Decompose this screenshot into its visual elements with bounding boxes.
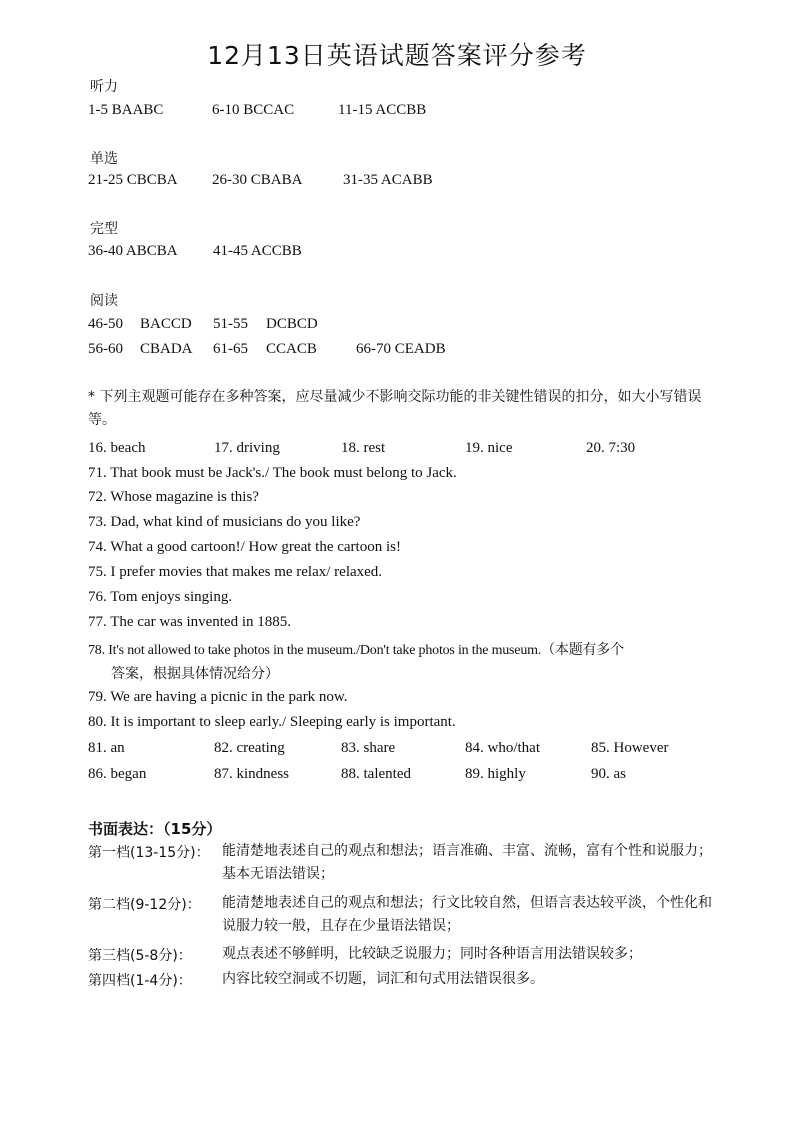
- sentence-answer: 78. It's not allowed to take photos in the museum./Don't take photos in the museum.（本题有多个: [88, 643, 624, 658]
- answer-range: 56-60: [88, 341, 123, 357]
- fill-answer: 17. driving: [214, 440, 280, 456]
- fill-answer: 16. beach: [88, 440, 146, 456]
- level-description: 能清楚地表述自己的观点和想法；语言准确、丰富、流畅，富有个性和说服力；基本无语法错误；: [222, 843, 712, 882]
- sentence-answer: 80. It is important to sleep early./ Sleeping early is important.: [88, 714, 456, 730]
- answer-keys: CCACB: [266, 341, 317, 357]
- fill-answer: 89. highly: [465, 766, 526, 782]
- level-description: 能清楚地表述自己的观点和想法；行文比较自然，但语言表达较平淡，个性化和说服力较一般，且存在少量语法错误；: [222, 895, 712, 934]
- answer-group: 21-25 CBCBA: [88, 172, 178, 188]
- fill-answer: 86. began: [88, 766, 147, 782]
- fill-answer: 18. rest: [341, 440, 386, 456]
- sentence-answer: 71. That book must be Jack's./ The book must belong to Jack.: [88, 465, 457, 481]
- fill-answer: 84. who/that: [465, 740, 540, 756]
- level-label: 第一档(13-15分)：: [88, 845, 210, 861]
- level-label: 第三档(5-8分)：: [88, 948, 192, 964]
- answer-keys: DCBCD: [266, 316, 318, 332]
- answer-group: 1-5 BAABC: [88, 102, 164, 118]
- answer-range: 61-65: [213, 341, 248, 357]
- level-description: 内容比较空洞或不切题，词汇和句式用法错误很多。: [222, 971, 544, 987]
- fill-answer: 20. 7:30: [586, 440, 636, 456]
- section-heading-reading: 阅读: [90, 293, 118, 309]
- answer-group: 26-30 CBABA: [212, 172, 303, 188]
- section-heading-listening: 听力: [90, 79, 118, 95]
- fill-answer: 81. an: [88, 740, 125, 756]
- sentence-answer: 75. I prefer movies that makes me relax/ relaxed.: [88, 564, 383, 580]
- answer-group: 11-15 ACCBB: [338, 102, 427, 118]
- fill-answer: 82. creating: [214, 740, 285, 756]
- section-heading-cloze: 完型: [90, 221, 118, 237]
- sentence-answer: 77. The car was invented in 1885.: [88, 614, 292, 630]
- fill-answer: 83. share: [341, 740, 396, 756]
- fill-answer: 19. nice: [465, 440, 513, 456]
- fill-answer: 88. talented: [341, 766, 411, 782]
- answer-keys: BACCD: [140, 316, 192, 332]
- answer-range: 51-55: [213, 316, 248, 332]
- answer-group: 31-35 ACABB: [343, 172, 433, 188]
- sentence-answer: 74. What a good cartoon!/ How great the cartoon is!: [88, 539, 401, 555]
- sentence-answer-continued: 答案，根据具体情况给分）: [111, 666, 279, 682]
- answer-group: 66-70 CEADB: [356, 341, 446, 357]
- answer-keys: CBADA: [140, 341, 193, 357]
- sentence-answer: 72. Whose magazine is this?: [88, 489, 259, 505]
- level-label: 第四档(1-4分)：: [88, 973, 192, 989]
- answer-group: 36-40 ABCBA: [88, 243, 178, 259]
- fill-answer: 87. kindness: [214, 766, 289, 782]
- answer-group: 41-45 ACCBB: [213, 243, 302, 259]
- level-label: 第二档(9-12分)：: [88, 897, 201, 913]
- fill-answer: 85. However: [591, 740, 669, 756]
- fill-answer: 90. as: [591, 766, 626, 782]
- sentence-answer: 79. We are having a picnic in the park now.: [88, 689, 348, 705]
- grading-note: * 下列主观题可能存在多种答案，应尽量减少不影响交际功能的非关键性错误的扣分，如大小写错误等。: [88, 389, 702, 428]
- writing-section-title: 书面表达：（15分）: [88, 820, 222, 838]
- sentence-answer: 76. Tom enjoys singing.: [88, 589, 233, 605]
- answer-group: 6-10 BCCAC: [212, 102, 295, 118]
- level-description: 观点表述不够鲜明，比较缺乏说服力；同时各种语言用法错误较多；: [222, 946, 642, 962]
- section-heading-single-choice: 单选: [90, 151, 118, 167]
- sentence-answer: 73. Dad, what kind of musicians do you like?: [88, 514, 361, 530]
- answer-range: 46-50: [88, 316, 123, 332]
- page-title: 12月13日英语试题答案评分参考: [207, 41, 587, 70]
